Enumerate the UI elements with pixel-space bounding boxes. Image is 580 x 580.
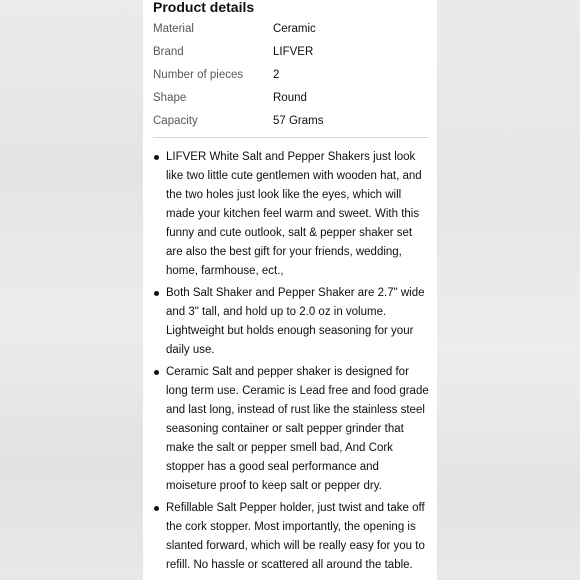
detail-label: Shape xyxy=(153,91,187,104)
product-details-card xyxy=(143,0,437,580)
list-item xyxy=(153,363,429,496)
list-item xyxy=(153,499,429,575)
bullet-text: Ceramic Salt and pepper shaker is designed for long term use. Ceramic is Lead free and food grade and last long, instead of rust like the stainless steel seasoning container or salt pepper grinder that make the salt or pepper smell bad, And Cork stopper has a good seal performance and moiseture proof to keep salt or pepper dry. xyxy=(166,366,429,492)
bullet-icon xyxy=(154,506,159,511)
bullet-icon xyxy=(154,370,159,375)
detail-row-material xyxy=(153,17,429,40)
bullet-icon xyxy=(154,291,159,296)
blurred-background-left xyxy=(0,0,143,580)
bullet-text: LIFVER White Salt and Pepper Shakers just look like two little cute gentlemen with wooden hat, and the two holes just look like the eyes, which will made your kitchen feel warm and sweet. With this funny and cute outlook, salt & pepper shaker set are also the best gift for your friends, wedding, home, farmhouse, ect., xyxy=(166,151,422,277)
list-item xyxy=(153,284,429,360)
about-this-item-list xyxy=(153,148,429,578)
detail-label: Material xyxy=(153,22,194,35)
detail-label: Brand xyxy=(153,45,184,58)
bullet-text: Both Salt Shaker and Pepper Shaker are 2.7" wide and 3" tall, and hold up to 2.0 oz in volume. Lightweight but holds enough seasoning for your daily use. xyxy=(166,287,425,356)
bullet-text: Refillable Salt Pepper holder, just twist and take off the cork stopper. Most importantly, the opening is slanted forward, which will be really easy for you to refill. No hassle or scattered all around the table. xyxy=(166,502,425,571)
detail-value: 2 xyxy=(273,68,280,81)
list-item xyxy=(153,148,429,281)
detail-label: Number of pieces xyxy=(153,68,244,81)
product-details-title: Product details xyxy=(153,0,255,15)
section-divider xyxy=(153,137,429,138)
detail-row-number-of-pieces xyxy=(153,63,429,86)
detail-value: 57 Grams xyxy=(273,114,324,127)
detail-value: LIFVER xyxy=(273,45,314,58)
detail-row-capacity xyxy=(153,109,429,132)
detail-row-brand xyxy=(153,40,429,63)
blurred-background-right xyxy=(437,0,580,580)
detail-value: Round xyxy=(273,91,307,104)
detail-row-shape xyxy=(153,86,429,109)
bullet-icon xyxy=(154,155,159,160)
detail-value: Ceramic xyxy=(273,22,316,35)
product-details-table xyxy=(153,17,429,132)
detail-label: Capacity xyxy=(153,114,198,127)
